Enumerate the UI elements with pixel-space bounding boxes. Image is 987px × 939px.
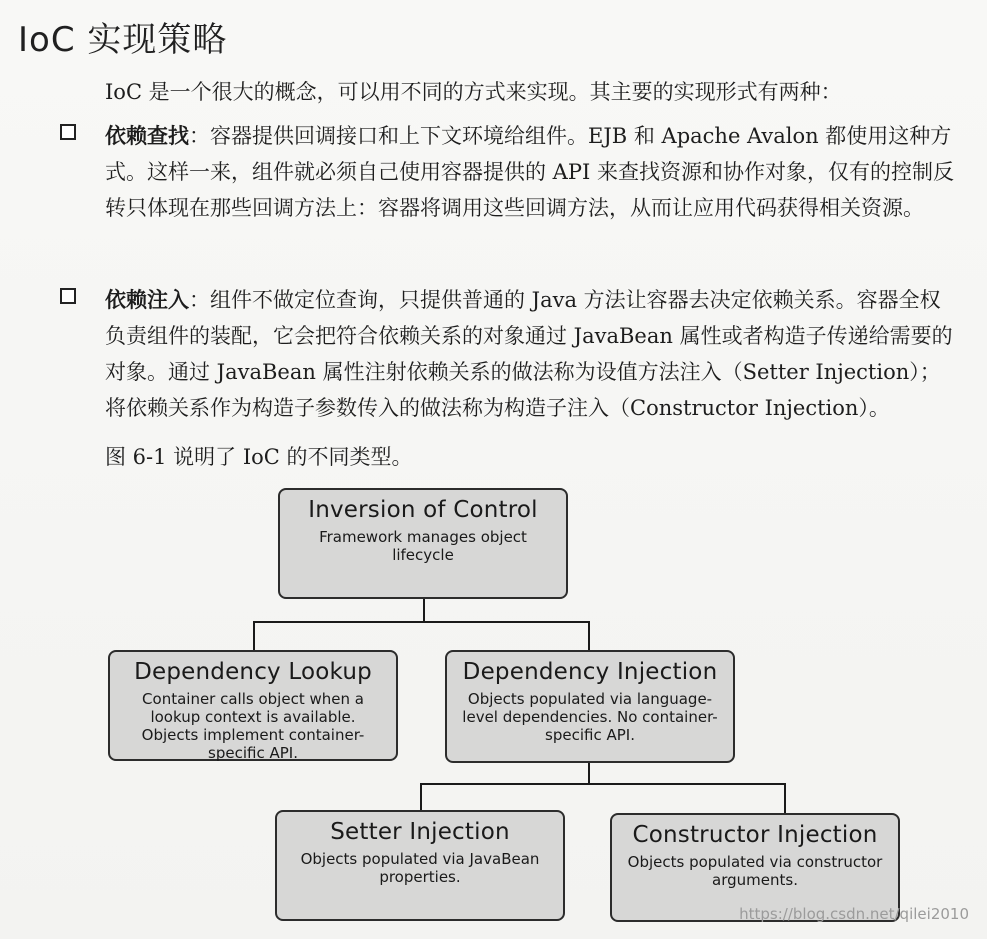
- connector-injection-down: [588, 762, 590, 784]
- connector-root-down: [423, 598, 425, 622]
- list-item-term: 依赖查找: [105, 124, 189, 148]
- list-item-body: ：组件不做定位查询，只提供普通的 Java 方法让容器去决定依赖关系。容器全权负责组件的装配，它会把符合依赖关系的对象通过 JavaBean 属性或者构造子传递给需要的对象。通过 JavaBean 属性注射依赖关系的做法称为设值方法注入（Setter Injection）；将依赖关系作为构造子参数传入的做法称为构造子注入（Constructor Injection）。: [105, 288, 953, 420]
- node-inversion-of-control: [278, 488, 568, 599]
- node-title: Setter Injection: [330, 819, 510, 845]
- node-title: Dependency Lookup: [134, 659, 372, 685]
- connector-level2-horizontal: [420, 783, 786, 785]
- node-dependency-injection: [445, 650, 735, 763]
- connector-to-injection: [588, 621, 590, 651]
- node-description: Objects populated via language-level dependencies. No container-specific API.: [462, 690, 718, 744]
- node-title: Inversion of Control: [308, 497, 538, 523]
- list-item-term: 依赖注入: [105, 288, 189, 312]
- node-description: Framework manages object lifecycle: [319, 528, 527, 564]
- node-dependency-lookup: [108, 650, 398, 761]
- intro-paragraph: IoC 是一个很大的概念，可以用不同的方式来实现。其主要的实现形式有两种：: [105, 80, 842, 104]
- node-description: Container calls object when a lookup context is available. Objects implement container-specific API.: [141, 690, 365, 762]
- node-title: Dependency Injection: [462, 659, 718, 685]
- connector-to-constructor: [784, 783, 786, 813]
- page-title: IoC 实现策略: [18, 20, 228, 60]
- connector-level1-horizontal: [253, 621, 590, 623]
- node-title: Constructor Injection: [632, 822, 878, 848]
- connector-to-lookup: [253, 621, 255, 651]
- connector-to-setter: [420, 783, 422, 810]
- node-description: Objects populated via constructor arguments.: [627, 853, 883, 889]
- figure-caption: 图 6-1 说明了 IoC 的不同类型。: [105, 445, 413, 469]
- node-description: Objects populated via JavaBean properties.: [300, 850, 540, 886]
- watermark-url: https://blog.csdn.net/qilei2010: [739, 905, 969, 923]
- node-setter-injection: [275, 810, 565, 921]
- list-item-body: ：容器提供回调接口和上下文环境给组件。EJB 和 Apache Avalon 都使用这种方式。这样一来，组件就必须自己使用容器提供的 API 来查找资源和协作对象，仅有的控制反转只体现在那些回调方法上：容器将调用这些回调方法，从而让应用代码获得相关资源。: [105, 124, 954, 220]
